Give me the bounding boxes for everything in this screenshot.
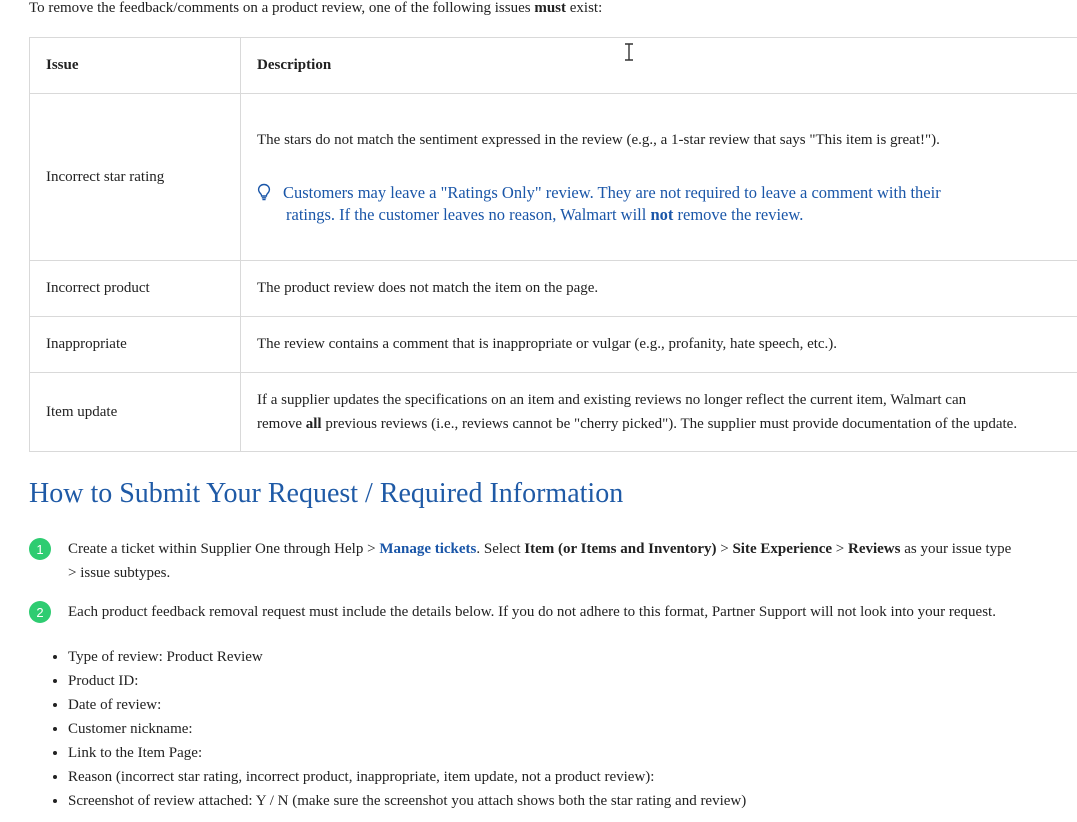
intro-text	[29, 0, 602, 17]
list-item: • Customer nickname:	[68, 717, 746, 741]
description-text: The stars do not match the sentiment expressed in the review (e.g., a 1-star review that says "This item is great!").	[257, 132, 940, 148]
table-row	[30, 94, 1077, 261]
description-cell	[241, 94, 1077, 261]
table-row	[30, 261, 1077, 317]
tip-line-1: Customers may leave a "Ratings Only" review. They are not required to leave a comment with their	[283, 183, 941, 202]
intro-text-start: To remove the feedback/comments on a product review, one of the following issues	[29, 0, 535, 16]
step-1-text	[68, 537, 1011, 585]
list-item: • Type of review: Product Review	[68, 645, 746, 669]
description-emphasis: all	[305, 416, 322, 432]
tip-line-2-start: ratings. If the customer leaves no reason, Walmart will	[286, 205, 651, 224]
column-header-description: Description	[241, 38, 1077, 94]
step-1-text-part: as your issue type	[900, 541, 1012, 557]
step-number-badge: 1	[29, 538, 51, 560]
list-item: • Reason (incorrect star rating, incorrect product, inappropriate, item update, not a product review):	[68, 765, 746, 789]
lightbulb-icon	[257, 182, 283, 207]
description-cell: The product review does not match the item on the page.	[241, 261, 1077, 317]
tip-emphasis: not	[650, 205, 674, 224]
table-row	[30, 317, 1077, 373]
step-1-text-part: . Select	[476, 541, 525, 557]
description-line-2	[257, 412, 1072, 436]
step-number-badge: 2	[29, 601, 51, 623]
list-item: • Screenshot of review attached: Y / N (make sure the screenshot you attach shows both the star rating and review)	[68, 789, 746, 813]
site-experience-label: Site Experience	[732, 541, 833, 557]
list-item: • Product ID:	[68, 669, 746, 693]
step-1	[29, 537, 1011, 585]
table-row	[30, 373, 1077, 452]
required-details-list	[29, 645, 746, 813]
description-cell	[241, 373, 1077, 452]
issue-cell: Inappropriate	[30, 317, 241, 373]
intro-text-end: exist:	[566, 0, 603, 16]
issues-table	[29, 37, 1077, 452]
manage-tickets-link[interactable]: Manage tickets	[379, 541, 477, 557]
description-line-2-end: previous reviews (i.e., reviews cannot be "cherry picked"). The supplier must provide documentation of the update.	[321, 416, 1018, 432]
section-heading: How to Submit Your Request / Required Information	[29, 478, 624, 509]
step-1-line-2: > issue subtypes.	[68, 565, 171, 581]
issue-cell: Incorrect star rating	[30, 94, 241, 261]
table-header-row	[30, 38, 1077, 94]
tip-line-2-end: remove the review.	[673, 205, 804, 224]
issue-cell: Incorrect product	[30, 261, 241, 317]
description-line-2-start: remove	[257, 416, 306, 432]
step-1-text-part: Create a ticket within Supplier One through Help >	[68, 541, 380, 557]
intro-emphasis: must	[534, 0, 566, 16]
issue-cell: Item update	[30, 373, 241, 452]
tip-callout	[257, 182, 1072, 226]
description-cell: The review contains a comment that is inappropriate or vulgar (e.g., profanity, hate speech, etc.).	[241, 317, 1077, 373]
tip-line-2	[283, 204, 941, 226]
step-1-separator: >	[716, 541, 733, 557]
step-2-text: Each product feedback removal request must include the details below. If you do not adhere to this format, Partner Support will not look into your request.	[68, 604, 996, 620]
item-category-label: Item (or Items and Inventory)	[524, 541, 717, 557]
step-1-separator: >	[832, 541, 848, 557]
step-2	[29, 600, 996, 624]
list-item: • Link to the Item Page:	[68, 741, 746, 765]
reviews-label: Reviews	[847, 541, 901, 557]
description-line-1: If a supplier updates the specifications on an item and existing reviews no longer reflect the current item, Walmart can	[257, 392, 967, 408]
list-item: • Date of review:	[68, 693, 746, 717]
tip-text	[283, 182, 941, 226]
column-header-issue: Issue	[30, 38, 241, 94]
